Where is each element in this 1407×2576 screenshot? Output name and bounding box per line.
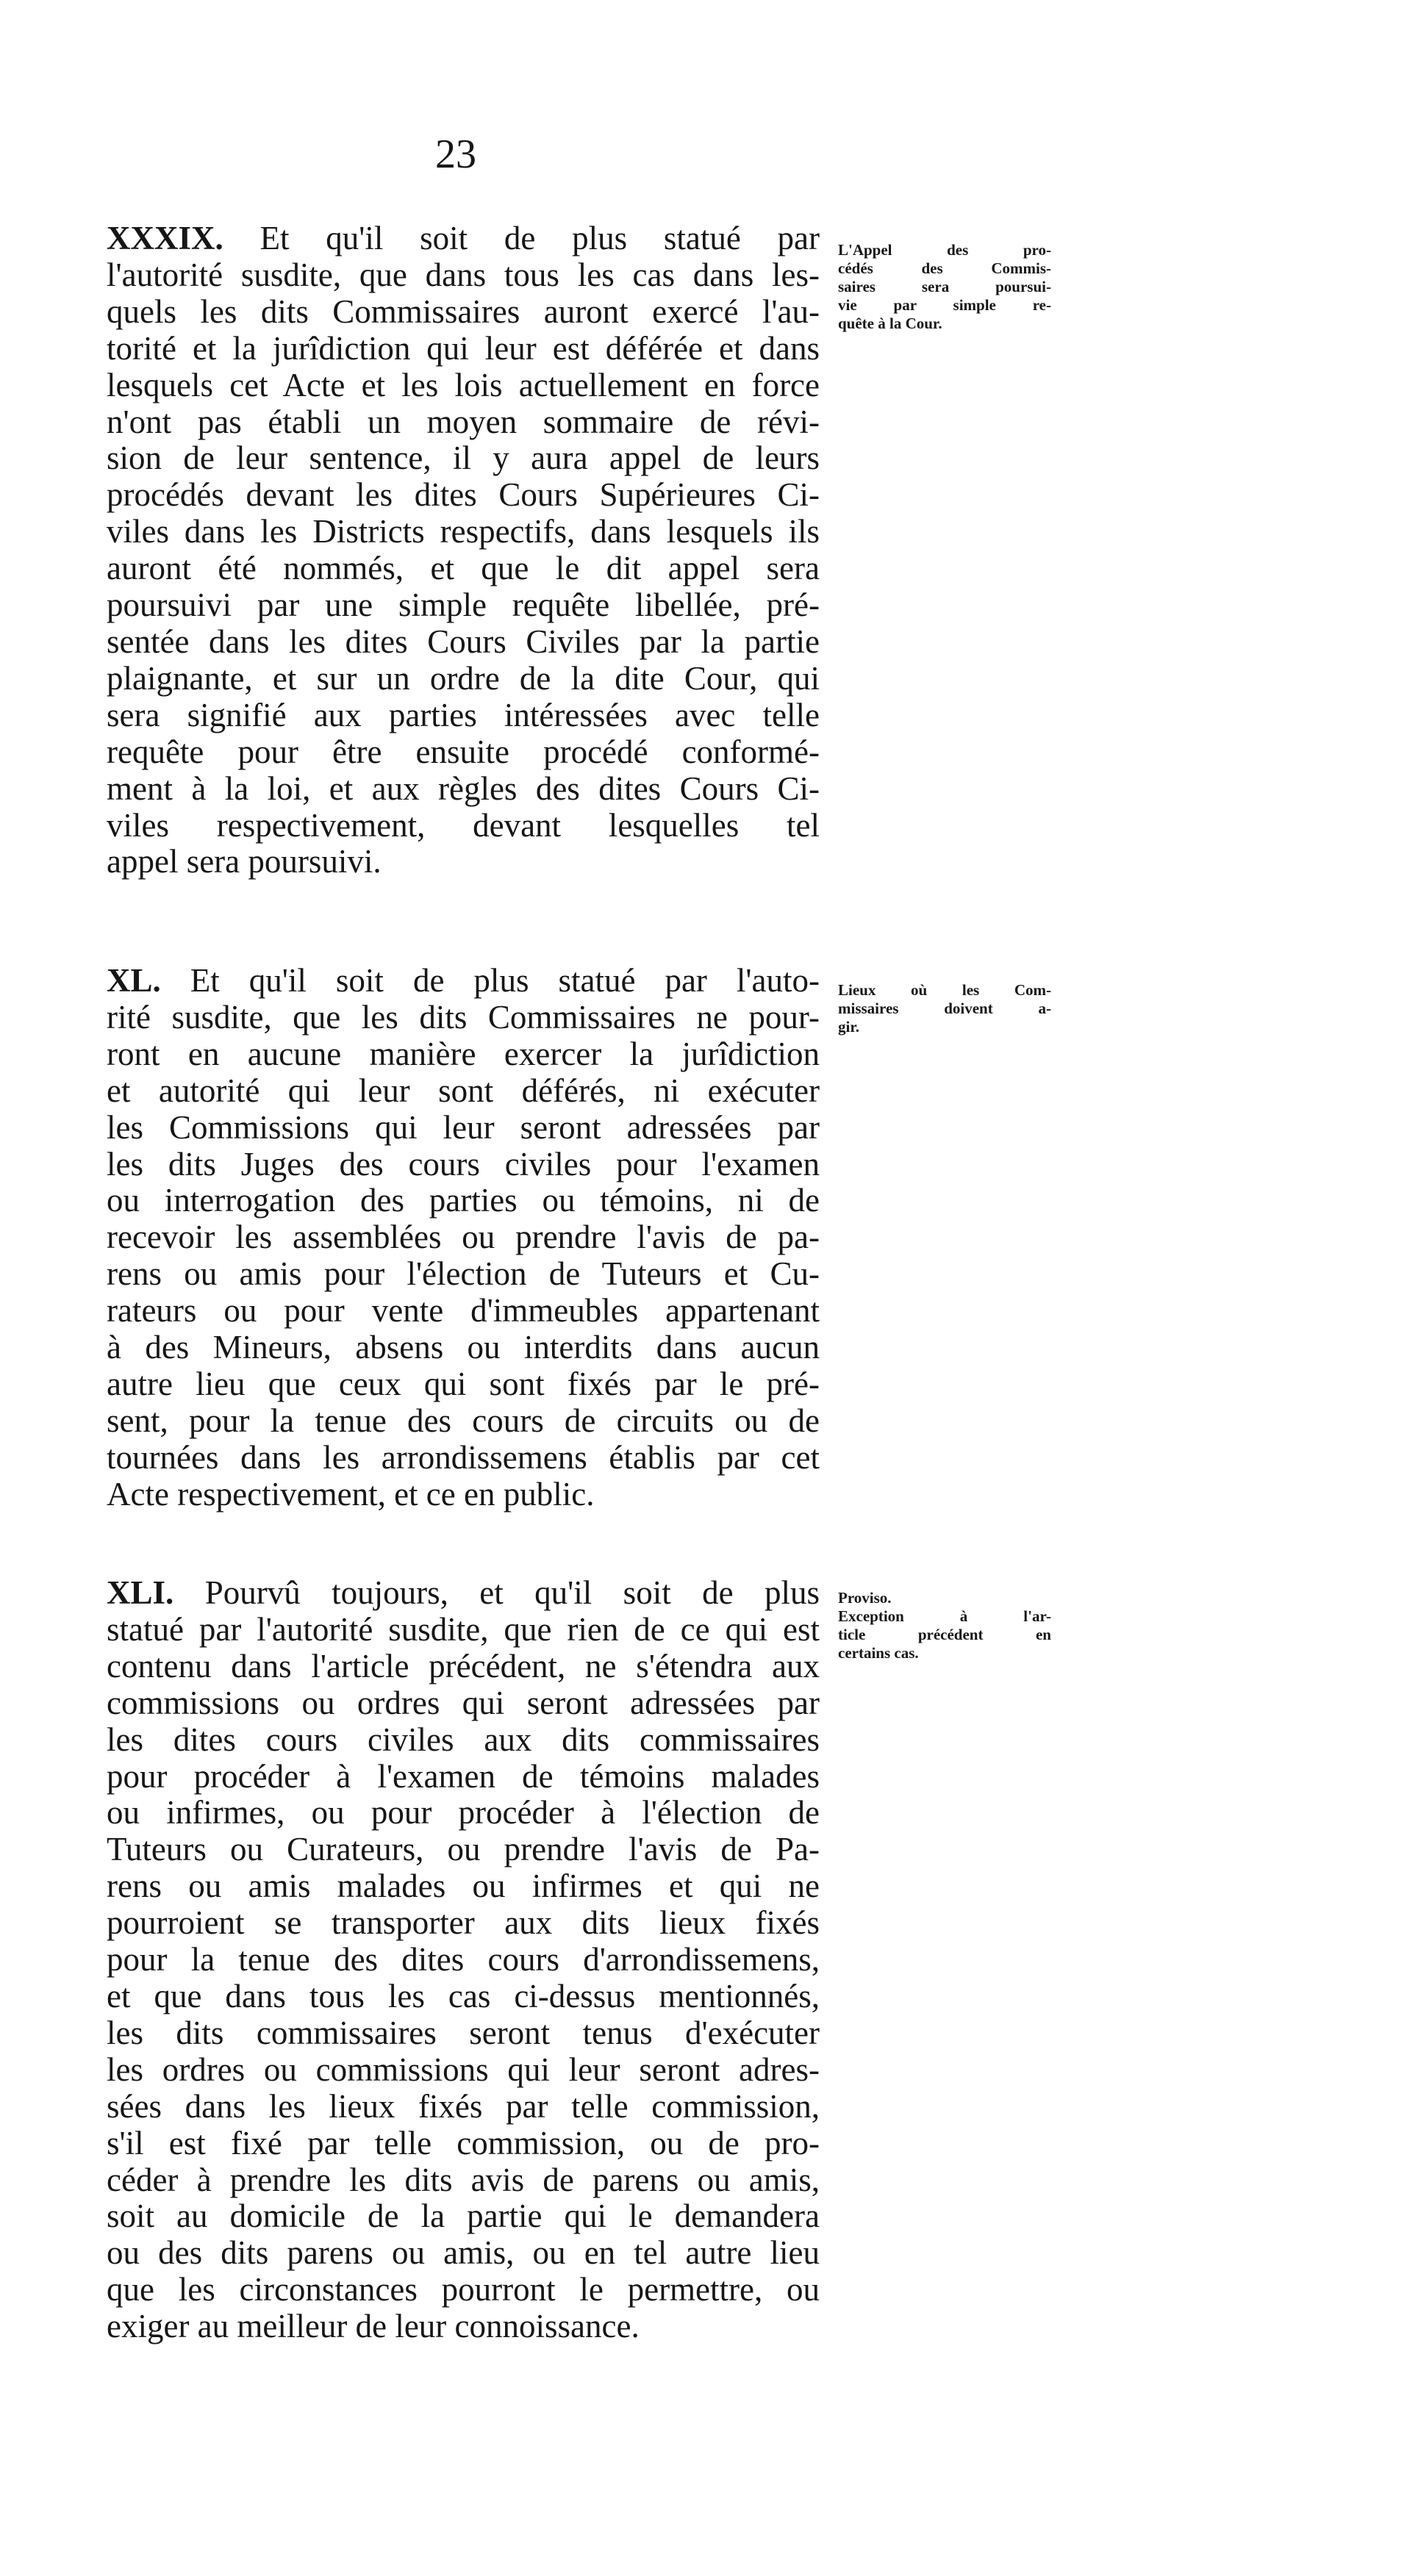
text-line: requête pour être ensuite procédé conformé-	[107, 733, 820, 770]
text-line: sion de leur sentence, il y aura appel de leurs	[107, 440, 820, 477]
text-line: ment à la loi, et aux règles des dites Cours Ci-	[107, 769, 820, 807]
text-line: pourroient se transporter aux dits lieux fixés	[107, 1904, 820, 1942]
margin-note-line: saires sera poursui-	[838, 278, 1051, 295]
margin-note-line: Lieux où les Com-	[838, 981, 1051, 999]
text-line: plaignante, et sur un ordre de la dite Cour, qui	[107, 659, 820, 697]
text-line: l'autorité susdite, que dans tous les cas dans les-	[107, 256, 820, 293]
text-line: XL. Et qu'il soit de plus statué par l'auto-	[107, 962, 820, 999]
section-xl	[107, 963, 820, 1513]
margin-note-line: certains cas.	[838, 1644, 919, 1662]
text-line: à des Mineurs, absens ou interdits dans aucun	[107, 1329, 820, 1366]
text-line: recevoir les assemblées ou prendre l'avis de pa-	[107, 1219, 820, 1256]
text-line: céder à prendre les dits avis de parens ou amis,	[107, 2161, 820, 2198]
section-xli	[107, 1575, 820, 2345]
margin-note-lieux	[838, 981, 1051, 1036]
margin-note-line: gir.	[838, 1018, 859, 1036]
text-line: que les circonstances pourront le permettre, ou	[107, 2271, 820, 2308]
text-line: les ordres ou commissions qui leur seront adres-	[107, 2051, 820, 2088]
text-line: contenu dans l'article précédent, ne s'étendra aux	[107, 1647, 820, 1685]
text-line: exiger au meilleur de leur connoissance.	[107, 2308, 640, 2345]
text-line: soit au domicile de la partie qui le demandera	[107, 2198, 820, 2235]
text-line: statué par l'autorité susdite, que rien de ce qui est	[107, 1610, 820, 1648]
margin-note-line: vie par simple re-	[838, 296, 1051, 314]
margin-note-proviso	[838, 1589, 1051, 1662]
text-line: pour la tenue des dites cours d'arrondissemens,	[107, 1941, 820, 1978]
article-numeral: XXXIX.	[107, 220, 223, 256]
text-line: rateurs ou pour vente d'immeubles appartenant	[107, 1292, 820, 1330]
margin-note-line: missaires doivent a-	[838, 1000, 1051, 1017]
section-xxxix	[107, 220, 820, 880]
text-line: Acte respectivement, et ce en public.	[107, 1475, 595, 1513]
text-line: quels les dits Commissaires auront exercé l'au-	[107, 293, 820, 330]
margin-note-line: L'Appel des pro-	[838, 241, 1051, 259]
margin-note-line: ticle précédent en	[838, 1626, 1051, 1643]
text-line: sées dans les lieux fixés par telle commission,	[107, 2087, 820, 2125]
article-numeral: XLI.	[107, 1574, 174, 1611]
text-line: et autorité qui leur sont déférés, ni exécuter	[107, 1072, 820, 1109]
text-line: XXXIX. Et qu'il soit de plus statué par	[107, 220, 820, 256]
text-line: sentée dans les dites Cours Civiles par la partie	[107, 623, 820, 660]
text-line: poursuivi par une simple requête libellée, pré-	[107, 586, 820, 624]
page-number: 23	[435, 132, 476, 177]
text-line: ou des dits parens ou amis, ou en tel autre lieu	[107, 2234, 820, 2272]
text-line: s'il est fixé par telle commission, ou de pro-	[107, 2124, 820, 2161]
text-line: ou interrogation des parties ou témoins, ni de	[107, 1182, 820, 1219]
text-line: rens ou amis malades ou infirmes et qui ne	[107, 1868, 820, 1905]
text-line: viles respectivement, devant lesquelles tel	[107, 806, 820, 844]
text-line: XLI. Pourvû toujours, et qu'il soit de plus	[107, 1574, 820, 1611]
text-line: Tuteurs ou Curateurs, ou prendre l'avis de Pa-	[107, 1831, 820, 1868]
text-line: torité et la jurîdiction qui leur est déférée et dans	[107, 329, 820, 367]
text-line: les dits commissaires seront tenus d'exécuter	[107, 2014, 820, 2051]
margin-note-line: Proviso.	[838, 1589, 892, 1607]
text-line: ront en aucune manière exercer la jurîdiction	[107, 1035, 820, 1072]
text-line: les Commissions qui leur seront adressées par	[107, 1108, 820, 1146]
text-line: tournées dans les arrondissemens établis par cet	[107, 1438, 820, 1476]
margin-note-line: quête à la Cour.	[838, 315, 942, 332]
text-line: autre lieu que ceux qui sont fixés par le pré-	[107, 1365, 820, 1402]
text-line: sera signifié aux parties intéressées avec telle	[107, 696, 820, 733]
text-line: pour procéder à l'examen de témoins malades	[107, 1757, 820, 1795]
text-line: les dites cours civiles aux dits commissaires	[107, 1721, 820, 1758]
margin-note-line: cédés des Commis-	[838, 259, 1051, 277]
text-line: viles dans les Districts respectifs, dans lesquels ils	[107, 513, 820, 550]
text-line: lesquels cet Acte et les lois actuellement en force	[107, 366, 820, 403]
text-line: appel sera poursuivi.	[107, 843, 382, 880]
text-line: et que dans tous les cas ci-dessus mentionnés,	[107, 1977, 820, 2014]
text-line: rité susdite, que les dits Commissaires ne pour-	[107, 998, 820, 1036]
article-numeral: XL.	[107, 962, 161, 999]
text-line: n'ont pas établi un moyen sommaire de révi-	[107, 403, 820, 440]
text-line: ou infirmes, ou pour procéder à l'élection de	[107, 1794, 820, 1831]
text-line: sent, pour la tenue des cours de circuits ou de	[107, 1402, 820, 1439]
text-line: procédés devant les dites Cours Supérieures Ci-	[107, 476, 820, 514]
margin-note-line: Exception à l'ar-	[838, 1607, 1051, 1625]
text-line: les dits Juges des cours civiles pour l'examen	[107, 1145, 820, 1183]
text-line: auront été nommés, et que le dit appel sera	[107, 550, 820, 587]
text-line: commissions ou ordres qui seront adressées par	[107, 1684, 820, 1721]
text-line: rens ou amis pour l'élection de Tuteurs et Cu-	[107, 1255, 820, 1293]
margin-note-appel	[838, 241, 1051, 333]
